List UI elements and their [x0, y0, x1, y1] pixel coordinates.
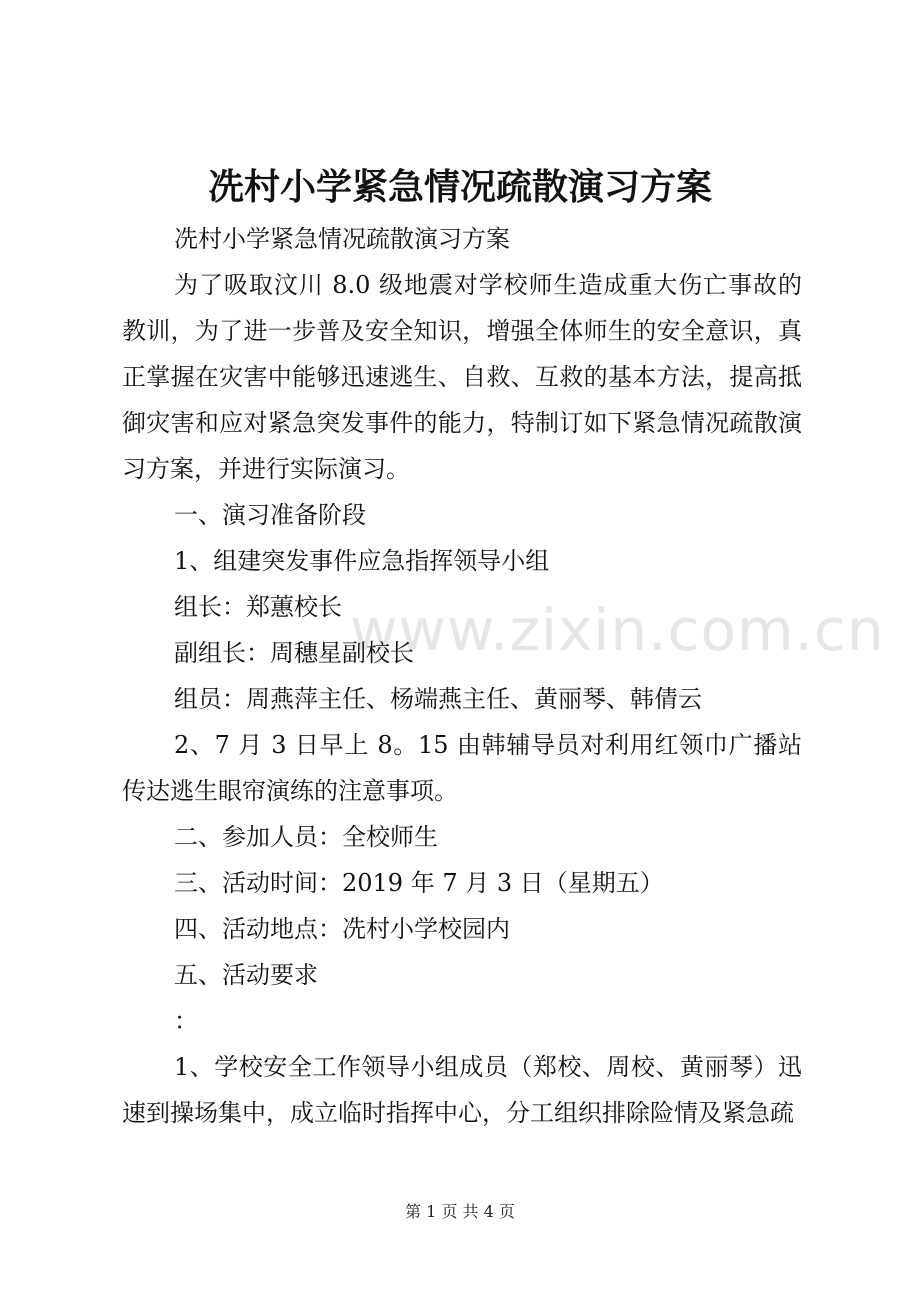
paragraph-section-2: 二、参加人员：全校师生 [174, 823, 438, 851]
paragraph-section-4: 四、活动地点：冼村小学校园内 [174, 915, 510, 943]
paragraph-subtitle: 冼村小学紧急情况疏散演习方案 [174, 225, 510, 253]
document-body [122, 216, 802, 1136]
paragraph-deputy-leader: 副组长：周穗星副校长 [174, 639, 414, 667]
paragraph-requirement-1: 1、学校安全工作领导小组成员（郑校、周校、黄丽琴）迅速到操场集中，成立临时指挥中心，分工组织排除险情及紧急疏 [122, 1053, 802, 1127]
watermark: www.zixin.com.cn [350, 596, 885, 664]
paragraph-colon: ： [174, 1007, 198, 1035]
page-footer: 第 1 页 共 4 页 [405, 1202, 515, 1221]
paragraph-leader: 组长：郑蕙校长 [174, 593, 342, 621]
paragraph-section-1: 一、演习准备阶段 [174, 501, 366, 529]
paragraph-members: 组员：周燕萍主任、杨端燕主任、黄丽琴、韩倩云 [174, 685, 702, 713]
paragraph-section-5: 五、活动要求 [174, 961, 318, 989]
paragraph-intro: 为了吸取汶川 8.0 级地震对学校师生造成重大伤亡事故的教训，为了进一步普及安全知识，增强全体师生的安全意识，真正掌握在灾害中能够迅速逃生、自救、互救的基本方法，提高抵御灾害和应对紧急突发事件的能力，特制订如下紧急情况疏散演习方案，并进行实际演习。 [122, 271, 802, 483]
document-title: 冼村小学紧急情况疏散演习方案 [207, 166, 712, 208]
paragraph-item-1: 1、组建突发事件应急指挥领导小组 [174, 547, 550, 575]
paragraph-section-3: 三、活动时间：2019 年 7 月 3 日（星期五） [174, 869, 664, 897]
paragraph-item-2: 2、7 月 3 日早上 8。15 由韩辅导员对利用红领巾广播站传达逃生眼帘演练的注意事项。 [122, 731, 802, 805]
